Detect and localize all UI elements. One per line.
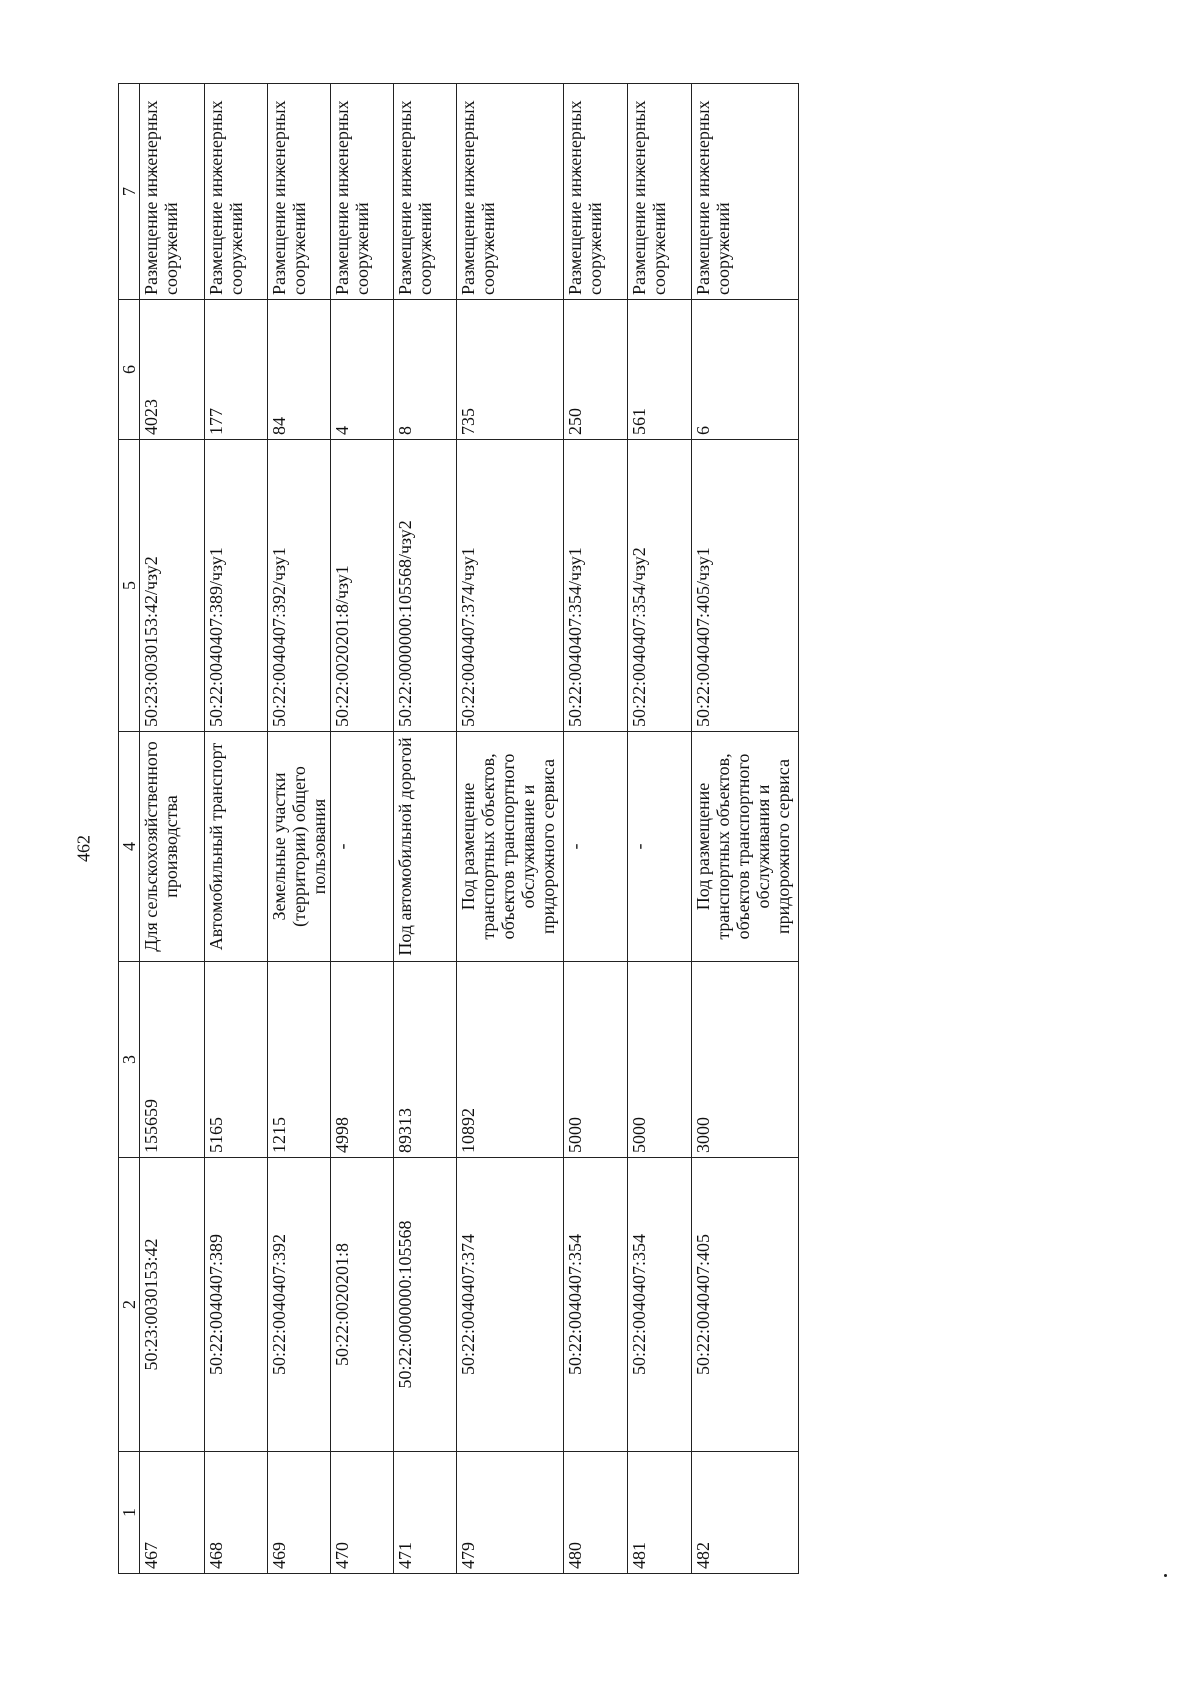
table-row (331, 84, 394, 1574)
cell-permitted-use: Под размещение транспортных объектов, объектов транспортного обслуживания и придорожного сервиса (692, 732, 799, 962)
cell-number: 469 (268, 1452, 331, 1574)
cell-number: 467 (140, 1452, 205, 1574)
cell-permitted-use: - (628, 732, 692, 962)
table-header-row (119, 84, 140, 1574)
cell-part-number: 50:22:0000000:105568/чзу2 (394, 440, 457, 732)
cell-part-number: 50:22:0040407:392/чзу1 (268, 440, 331, 732)
cell-cadastral-number: 50:22:0040407:392 (268, 1158, 331, 1452)
cell-number: 480 (564, 1452, 628, 1574)
table-row (205, 84, 268, 1574)
cell-cadastral-number: 50:22:0040407:354 (628, 1158, 692, 1452)
cell-cadastral-number: 50:22:0020201:8 (331, 1158, 394, 1452)
cell-part-number: 50:22:0040407:374/чзу1 (457, 440, 564, 732)
rotated-table-wrapper (118, 84, 1023, 1574)
column-header: 2 (119, 1158, 140, 1452)
cell-part-area: 250 (564, 300, 628, 440)
cell-area: 10892 (457, 962, 564, 1158)
cell-part-area: 561 (628, 300, 692, 440)
page-number: 462 (73, 835, 94, 862)
cell-part-area: 177 (205, 300, 268, 440)
cell-area: 5000 (564, 962, 628, 1158)
cell-area: 3000 (692, 962, 799, 1158)
cell-number: 470 (331, 1452, 394, 1574)
cell-purpose: Размещение инженерных сооружений (331, 84, 394, 300)
cell-part-number: 50:22:0040407:405/чзу1 (692, 440, 799, 732)
cell-purpose: Размещение инженерных сооружений (564, 84, 628, 300)
cell-permitted-use: Под размещение транспортных объектов, объектов транспортного обслуживание и придорожного сервиса (457, 732, 564, 962)
cell-cadastral-number: 50:22:0040407:405 (692, 1158, 799, 1452)
table-row (394, 84, 457, 1574)
cell-area: 5000 (628, 962, 692, 1158)
cell-number: 482 (692, 1452, 799, 1574)
cell-purpose: Размещение инженерных сооружений (268, 84, 331, 300)
cell-cadastral-number: 50:22:0040407:389 (205, 1158, 268, 1452)
cell-part-area: 4 (331, 300, 394, 440)
cell-cadastral-number: 50:22:0000000:105568 (394, 1158, 457, 1452)
cell-part-number: 50:22:0040407:389/чзу1 (205, 440, 268, 732)
cell-part-number: 50:22:0020201:8/чзу1 (331, 440, 394, 732)
cell-part-number: 50:22:0040407:354/чзу2 (628, 440, 692, 732)
cell-area: 5165 (205, 962, 268, 1158)
cell-area: 4998 (331, 962, 394, 1158)
scan-dot-mark (1164, 1574, 1167, 1577)
table-row (268, 84, 331, 1574)
cell-purpose: Размещение инженерных сооружений (394, 84, 457, 300)
cell-area: 1215 (268, 962, 331, 1158)
column-header: 7 (119, 84, 140, 300)
cell-permitted-use: Земельные участки (территории) общего пользования (268, 732, 331, 962)
cell-part-number: 50:23:0030153:42/чзу2 (140, 440, 205, 732)
table-row (140, 84, 205, 1574)
cell-part-area: 4023 (140, 300, 205, 440)
cell-permitted-use: Под автомобильной дорогой (394, 732, 457, 962)
land-plots-table (118, 83, 799, 1574)
cell-part-area: 735 (457, 300, 564, 440)
cell-purpose: Размещение инженерных сооружений (628, 84, 692, 300)
cell-cadastral-number: 50:22:0040407:374 (457, 1158, 564, 1452)
cell-cadastral-number: 50:23:0030153:42 (140, 1158, 205, 1452)
cell-number: 468 (205, 1452, 268, 1574)
table-row (628, 84, 692, 1574)
cell-permitted-use: - (331, 732, 394, 962)
table-row (692, 84, 799, 1574)
column-header: 6 (119, 300, 140, 440)
column-header: 1 (119, 1452, 140, 1574)
column-header: 4 (119, 732, 140, 962)
cell-part-area: 84 (268, 300, 331, 440)
table-row (457, 84, 564, 1574)
cell-permitted-use: Для сельскохозяйственного производства (140, 732, 205, 962)
cell-number: 479 (457, 1452, 564, 1574)
cell-purpose: Размещение инженерных сооружений (205, 84, 268, 300)
cell-part-area: 8 (394, 300, 457, 440)
cell-cadastral-number: 50:22:0040407:354 (564, 1158, 628, 1452)
column-header: 3 (119, 962, 140, 1158)
cell-number: 481 (628, 1452, 692, 1574)
cell-purpose: Размещение инженерных сооружений (692, 84, 799, 300)
table-row (564, 84, 628, 1574)
cell-part-number: 50:22:0040407:354/чзу1 (564, 440, 628, 732)
cell-permitted-use: Автомобильный транспорт (205, 732, 268, 962)
cell-area: 155659 (140, 962, 205, 1158)
cell-purpose: Размещение инженерных сооружений (457, 84, 564, 300)
cell-area: 89313 (394, 962, 457, 1158)
column-header: 5 (119, 440, 140, 732)
cell-purpose: Размещение инженерных сооружений (140, 84, 205, 300)
cell-number: 471 (394, 1452, 457, 1574)
cell-part-area: 6 (692, 300, 799, 440)
cell-permitted-use: - (564, 732, 628, 962)
